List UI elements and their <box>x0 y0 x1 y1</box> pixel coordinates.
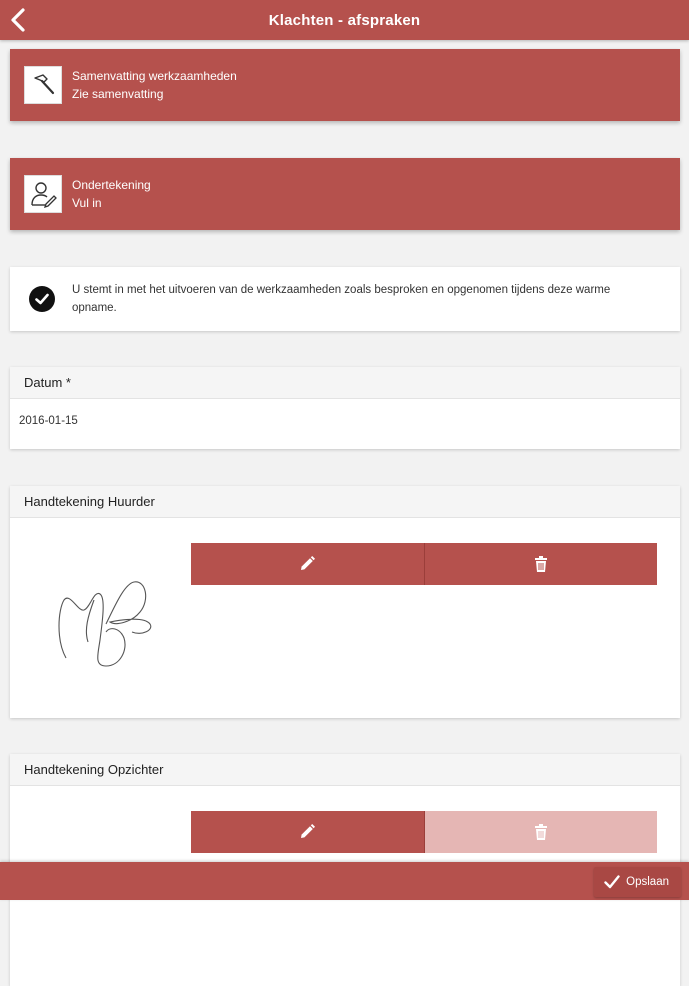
chevron-left-icon <box>9 7 27 33</box>
pencil-icon <box>298 555 316 573</box>
check-circle-icon <box>29 286 55 312</box>
date-value[interactable]: 2016-01-15 <box>19 415 78 427</box>
pencil-icon <box>298 823 316 841</box>
signature-tenant-card <box>10 486 680 718</box>
top-bar <box>0 0 689 40</box>
trash-icon <box>533 555 549 573</box>
save-button[interactable] <box>594 867 681 897</box>
user-sign-icon <box>28 179 58 209</box>
signing-card-title: Ondertekening <box>72 178 151 192</box>
save-button-label: Opslaan <box>626 876 669 888</box>
hammer-icon <box>28 70 58 100</box>
summary-icon-box <box>24 66 62 104</box>
signature-supervisor-edit-button[interactable] <box>191 811 425 853</box>
back-button[interactable] <box>4 4 32 36</box>
agreement-text: U stemt in met het uitvoeren van de werkzaamheden zoals besproken en opgenomen tijdens deze warme opname. <box>72 284 611 314</box>
trash-icon <box>533 823 549 841</box>
page-title: Klachten - afspraken <box>268 11 421 29</box>
signature-tenant-actions <box>191 543 657 585</box>
summary-card-title: Samenvatting werkzaamheden <box>72 69 237 83</box>
signature-drawing <box>54 580 164 672</box>
date-label: Datum * <box>10 367 680 399</box>
signature-supervisor-delete-button <box>425 811 658 853</box>
signing-icon-box <box>24 175 62 213</box>
signature-supervisor-actions <box>191 811 657 853</box>
agreement-card[interactable] <box>10 267 680 331</box>
signature-tenant-delete-button[interactable] <box>425 543 658 585</box>
summary-card[interactable] <box>10 49 680 121</box>
checkmark-icon <box>604 875 620 889</box>
bottom-bar <box>0 862 689 900</box>
date-card <box>10 367 680 449</box>
signature-tenant-label: Handtekening Huurder <box>10 486 680 518</box>
signature-supervisor-label: Handtekening Opzichter <box>10 754 680 786</box>
summary-card-subtitle: Zie samenvatting <box>72 87 164 101</box>
signing-card-subtitle: Vul in <box>72 196 102 210</box>
signing-card[interactable] <box>10 158 680 230</box>
signature-tenant-edit-button[interactable] <box>191 543 425 585</box>
